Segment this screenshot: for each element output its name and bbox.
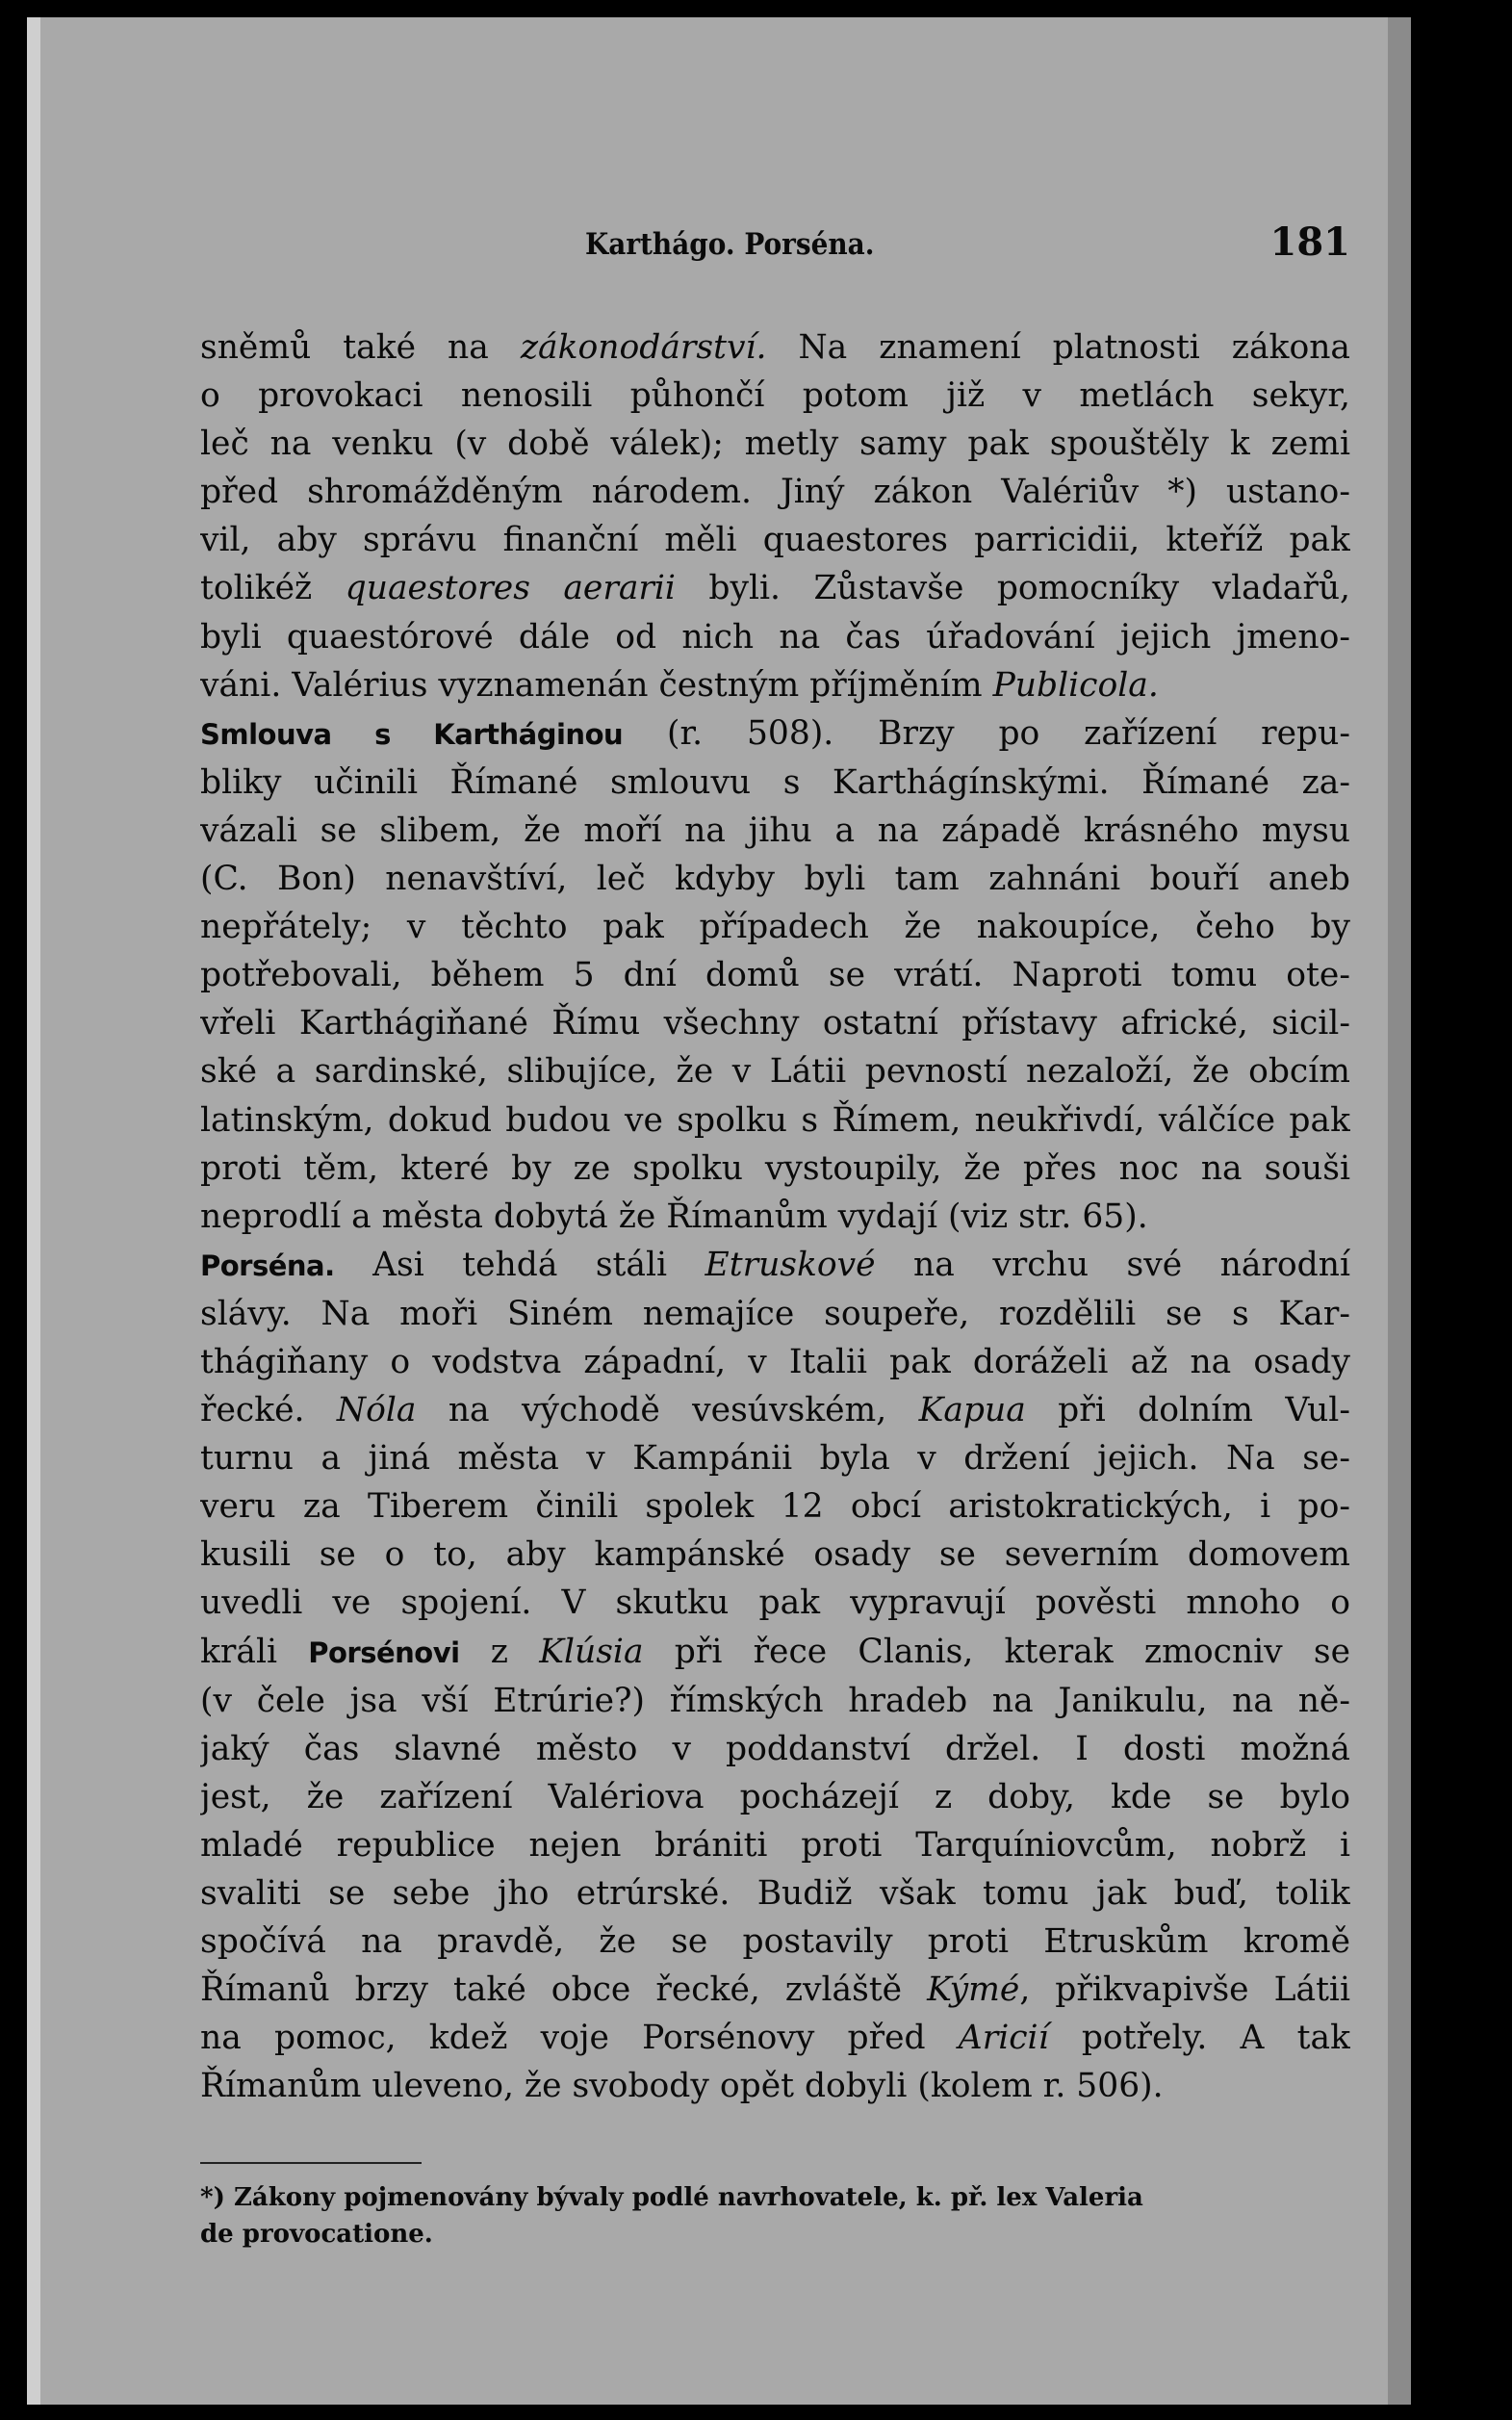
text-run: turnu a jiná města v Kampánii byla v držení jejich. Na se-: [200, 1439, 1350, 1479]
section-heading: Porsénovi: [308, 1635, 460, 1669]
text-run: bliky učinili Římané smlouvu s Karthágínskými. Římané za-: [200, 762, 1350, 802]
text-run: při dolním Vul-: [1025, 1391, 1350, 1430]
text-line: [200, 323, 1350, 372]
italic-term: Publicola.: [992, 665, 1159, 705]
text-line: [200, 709, 1350, 759]
section-heading: Porséna.: [200, 1249, 335, 1282]
text-line: [200, 855, 1350, 903]
italic-term: Aricií: [958, 2019, 1049, 2058]
text-line: [200, 1434, 1350, 1482]
section-heading: Smlouva s Kartháginou: [200, 717, 624, 751]
text-line: [200, 420, 1350, 468]
text-run: , přikvapivše Látii: [1019, 1970, 1350, 2010]
text-line: [200, 1290, 1350, 1338]
text-run: jest, že zařízení Valériova pocházejí z doby, kde se bylo: [200, 1777, 1350, 1816]
text-run: kusili se o to, aby kampánské osady se severním domovem: [200, 1535, 1350, 1575]
text-line: [200, 1531, 1350, 1579]
text-run: na vrchu své národní: [875, 1245, 1350, 1284]
text-run: potřely. A tak: [1048, 2019, 1350, 2058]
text-run: byli quaestórové dále od nich na čas úřadování jejich jmeno-: [200, 617, 1350, 656]
text-line: [200, 1096, 1350, 1145]
text-line: [200, 1821, 1350, 1869]
text-line: [200, 516, 1350, 564]
text-run: spočívá na pravdě, že se postavily proti Etruskům kromě: [200, 1922, 1350, 1962]
running-title: Karthágo. Porséna.: [585, 227, 875, 262]
text-run: (v čele jsa vší Etrúrie?) římských hradeb na Janikulu, na ně-: [200, 1681, 1350, 1720]
text-line: [200, 1628, 1350, 1677]
text-run: řecké.: [200, 1391, 337, 1430]
text-run: mladé republice nejen brániti proti Tarquíniovcům, nobrž i: [200, 1825, 1350, 1865]
text-line: [200, 807, 1350, 855]
text-run: slávy. Na moři Siném nemajíce soupeře, rozdělili se s Kar-: [200, 1294, 1350, 1333]
text-line: [200, 468, 1350, 516]
text-run: neprodlí a města dobytá že Římanům vydají (viz str. 65).: [200, 1197, 1148, 1236]
text-line: [200, 1579, 1350, 1627]
text-run: ské a sardinské, slibujíce, že v Látii pevností nezaloží, že obcím: [200, 1052, 1350, 1092]
text-run: potřebovali, během 5 dní domů se vrátí. Naproti tomu ote-: [200, 956, 1350, 995]
text-line: [200, 1869, 1350, 1918]
text-run: váni. Valérius vyznamenán čestným příjměním: [200, 665, 993, 705]
text-run: na pomoc, kdež voje Porsénovy před: [200, 2019, 959, 2058]
text-run: uvedli ve spojení. V skutku pak vypravují pověsti mnoho o: [200, 1583, 1350, 1623]
page-edge-left: [27, 17, 40, 2405]
footnote: [200, 2179, 1350, 2253]
text-run: svaliti se sebe jho etrúrské. Budiž však tomu jak buď, tolik: [200, 1874, 1350, 1913]
italic-term: Klúsia: [539, 1632, 644, 1671]
text-run: tolikéž: [200, 569, 346, 608]
text-line: [200, 1047, 1350, 1095]
text-run: vázali se slibem, že moří na jihu a na západě krásného mysu: [200, 811, 1350, 850]
text-line: [200, 1338, 1350, 1386]
italic-term: Kapua: [918, 1391, 1026, 1430]
text-line: [200, 759, 1350, 807]
text-line: [200, 1918, 1350, 1966]
running-header: [200, 210, 1350, 275]
text-line: [200, 1145, 1350, 1193]
text-line: [200, 903, 1350, 951]
text-run: (r. 508). Brzy po zařízení repu-: [623, 713, 1350, 753]
text-run: jaký čas slavné město v poddanství držel. I dosti možná: [200, 1729, 1350, 1768]
italic-term: Etruskové: [705, 1245, 876, 1284]
body-text: [200, 323, 1350, 2110]
text-line: [200, 564, 1350, 612]
text-run: Římanům uleveno, že svobody opět dobyli (kolem r. 506).: [200, 2067, 1164, 2106]
italic-term: Kýmé: [927, 1970, 1020, 2010]
text-run: o provokaci nenosili půhončí potom již v metlách sekyr,: [200, 376, 1350, 416]
text-run: Na znamení platnosti zákona: [766, 328, 1350, 367]
text-run: sněmů také na: [200, 328, 521, 367]
text-run: Asi tehdá stáli: [334, 1245, 705, 1284]
footnote-divider: [200, 2162, 422, 2164]
text-run: byli. Zůstavše pomocníky vladařů,: [675, 569, 1350, 608]
text-run: latinským, dokud budou ve spolku s Římem, neukřivdí, válčíce pak: [200, 1100, 1350, 1140]
text-run: vil, aby správu finanční měli quaestores parricidii, kteříž pak: [200, 521, 1350, 560]
text-run: před shromážděným národem. Jiný zákon Valériův *) ustano-: [200, 473, 1350, 512]
text-line: [200, 372, 1350, 420]
text-run: vřeli Karthágiňané Římu všechny ostatní přístavy africké, sicil-: [200, 1004, 1350, 1043]
text-line: [200, 2062, 1350, 2110]
text-line: [200, 661, 1350, 709]
footnote-line: *) Zákony pojmenovány bývaly podlé navrhovatele, k. př. lex Valeria: [200, 2183, 1143, 2213]
text-line: [200, 1482, 1350, 1531]
text-line: [200, 1386, 1350, 1434]
text-line: [200, 951, 1350, 999]
text-line: [200, 1677, 1350, 1725]
text-run: z: [459, 1632, 540, 1671]
text-run: proti těm, které by ze spolku vystoupily, že přes noc na souši: [200, 1148, 1350, 1188]
text-run: na východě vesúvském,: [416, 1391, 919, 1430]
text-line: [200, 613, 1350, 661]
italic-term: quaestores aerarii: [345, 569, 676, 608]
text-line: [200, 1241, 1350, 1290]
text-run: veru za Tiberem činili spolek 12 obcí aristokratických, i po-: [200, 1487, 1350, 1527]
text-block: [200, 210, 1350, 2253]
text-run: králi: [200, 1632, 309, 1671]
footnote-line: de provocatione.: [200, 2220, 433, 2250]
text-line: [200, 2014, 1350, 2062]
text-run: (C. Bon) nenavštíví, leč kdyby byli tam zahnáni bouří aneb: [200, 860, 1350, 899]
text-run: thágiňany o vodstva západní, v Italii pak doráželi až na osady: [200, 1342, 1350, 1381]
text-run: nepřátely; v těchto pak případech že nakoupíce, čeho by: [200, 908, 1350, 947]
text-line: [200, 1773, 1350, 1821]
text-line: [200, 1966, 1350, 2014]
italic-term: zákonodárství.: [520, 328, 767, 367]
book-page: [27, 17, 1411, 2405]
text-run: Římanů brzy také obce řecké, zvláště: [200, 1970, 928, 2010]
text-run: leč na venku (v době válek); metly samy pak spouštěly k zemi: [200, 425, 1350, 464]
text-line: [200, 1725, 1350, 1773]
italic-term: Nóla: [336, 1391, 417, 1430]
page-edge-right: [1388, 17, 1411, 2405]
page-number: 181: [1269, 219, 1350, 265]
text-line: [200, 1193, 1350, 1241]
text-run: při řece Clanis, kterak zmocniv se: [643, 1632, 1350, 1671]
text-line: [200, 999, 1350, 1047]
